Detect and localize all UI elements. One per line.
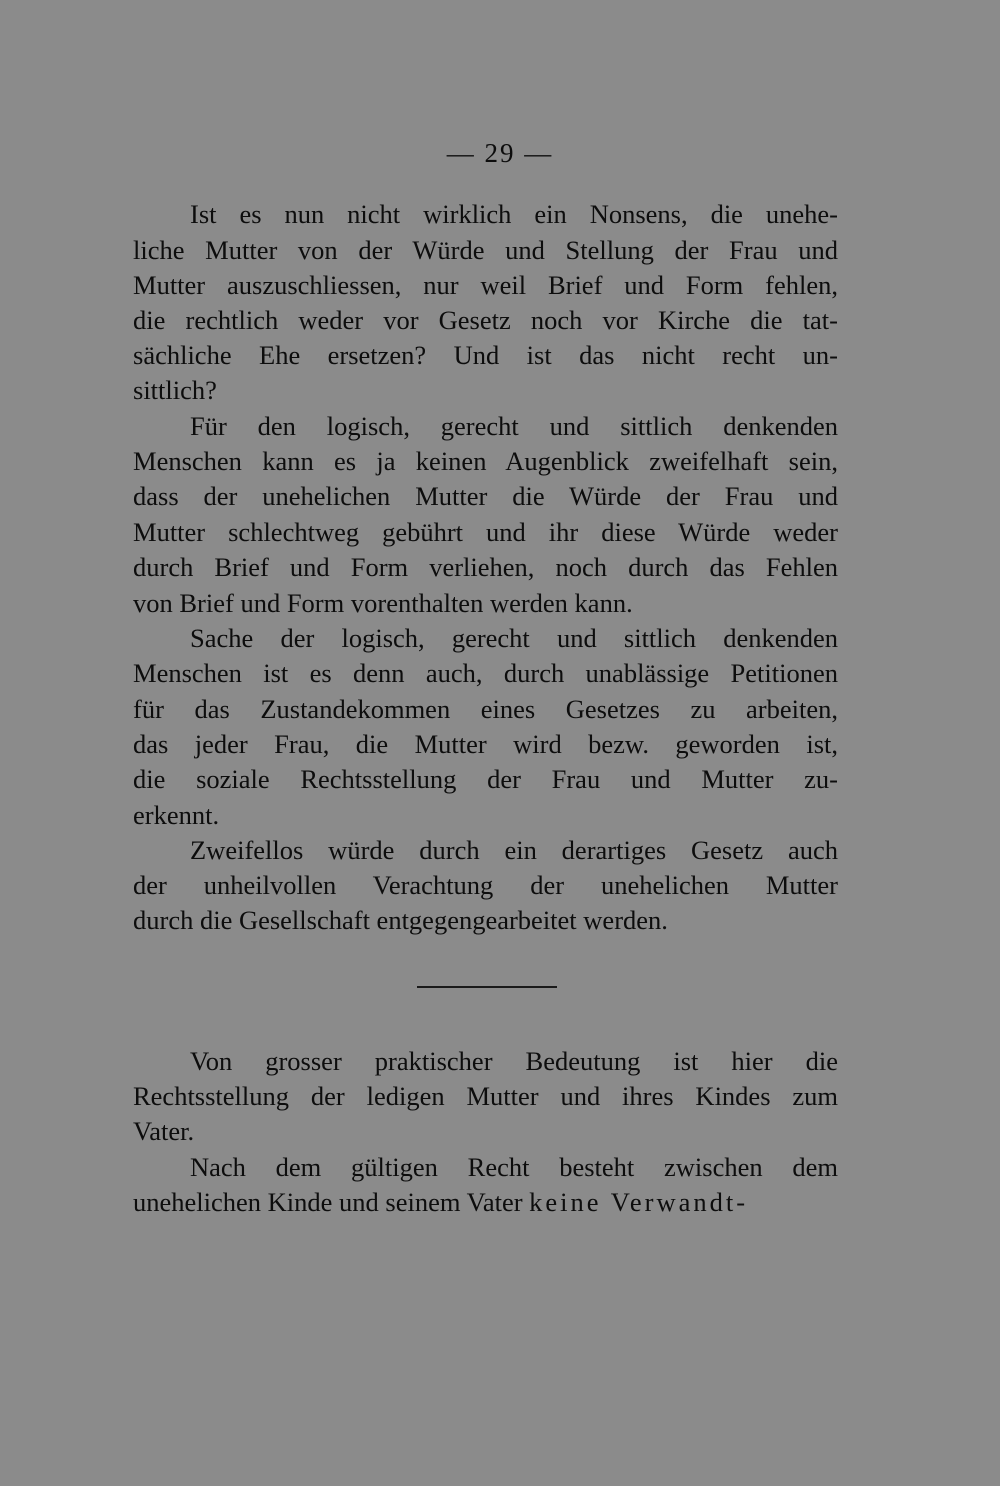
text-line <box>133 338 838 372</box>
text-line-content: die soziale Rechtsstellung der Frau und Mutter zu- <box>133 764 838 794</box>
text-line <box>133 692 838 726</box>
text-line-content: Ist es nun nicht wirklich ein Nonsens, die unehe- <box>190 199 838 229</box>
text-line-content: Menschen kann es ja keinen Augenblick zweifelhaft sein, <box>133 446 838 476</box>
text-line <box>133 798 838 832</box>
text-line-content: dass der unehelichen Mutter die Würde der Frau und <box>133 481 838 511</box>
text-line-content: durch Brief und Form verliehen, noch durch das Fehlen <box>133 552 838 582</box>
text-line-content: Zweifellos würde durch ein derartiges Gesetz auch <box>190 835 838 865</box>
text-line <box>133 727 838 761</box>
text-line-content: liche Mutter von der Würde und Stellung der Frau und <box>133 235 838 265</box>
text-line-content: erkennt. <box>133 800 220 830</box>
text-line-content: Vater. <box>133 1116 195 1146</box>
text-line <box>133 444 838 478</box>
text-line <box>190 1044 838 1078</box>
text-line <box>133 550 838 584</box>
text-line-content: Sache der logisch, gerecht und sittlich denkenden <box>190 623 838 653</box>
text-line <box>133 656 838 690</box>
text-line <box>133 233 838 267</box>
text-line-content: für das Zustandekommen eines Gesetzes zu arbeiten, <box>133 694 838 724</box>
text-line-content: Menschen ist es denn auch, durch unablässige Petitionen <box>133 658 838 688</box>
text-line <box>133 1079 838 1113</box>
text-line <box>133 1185 838 1219</box>
text-line-content: sächliche Ehe ersetzen? Und ist das nicht recht un- <box>133 340 838 370</box>
text-line-content: das jeder Frau, die Mutter wird bezw. geworden ist, <box>133 729 838 759</box>
text-line <box>190 621 838 655</box>
text-line-content: Für den logisch, gerecht und sittlich denkenden <box>190 411 838 441</box>
text-line <box>190 1150 838 1184</box>
text-line <box>133 479 838 513</box>
text-line <box>190 409 838 443</box>
text-line <box>133 373 838 407</box>
text-line <box>133 868 838 902</box>
text-line <box>133 762 838 796</box>
text-line-content: Nach dem gültigen Recht besteht zwischen dem <box>190 1152 838 1182</box>
text-line <box>190 197 838 231</box>
page-number: — 29 — <box>446 138 554 168</box>
text-line-content: der unheilvollen Verachtung der unehelichen Mutter <box>133 870 838 900</box>
text-line-content: von Brief und Form vorenthalten werden kann. <box>133 588 633 618</box>
text-line-content: Rechtsstellung der ledigen Mutter und ihres Kindes zum <box>133 1081 838 1111</box>
text-line-content: die rechtlich weder vor Gesetz noch vor Kirche die tat- <box>133 305 838 335</box>
text-line-content: Von grosser praktischer Bedeutung ist hier die <box>190 1046 838 1076</box>
text-line-content: Mutter schlechtweg gebührt und ihr diese Würde weder <box>133 517 838 547</box>
text-line <box>133 515 838 549</box>
text-line <box>133 586 838 620</box>
text-line-content: unehelichen Kinde und seinem Vater <box>133 1187 523 1217</box>
text-line-content: durch die Gesellschaft entgegengearbeitet werden. <box>133 905 668 935</box>
text-line <box>190 833 838 867</box>
text-line-emphasis: keine Verwandt- <box>529 1187 749 1217</box>
text-line-content: Mutter auszuschliessen, nur weil Brief und Form fehlen, <box>133 270 838 300</box>
section-divider <box>417 986 557 988</box>
text-line <box>133 268 838 302</box>
text-line-content: sittlich? <box>133 375 217 405</box>
text-line <box>133 303 838 337</box>
text-line <box>133 903 838 937</box>
text-line <box>133 1114 838 1148</box>
